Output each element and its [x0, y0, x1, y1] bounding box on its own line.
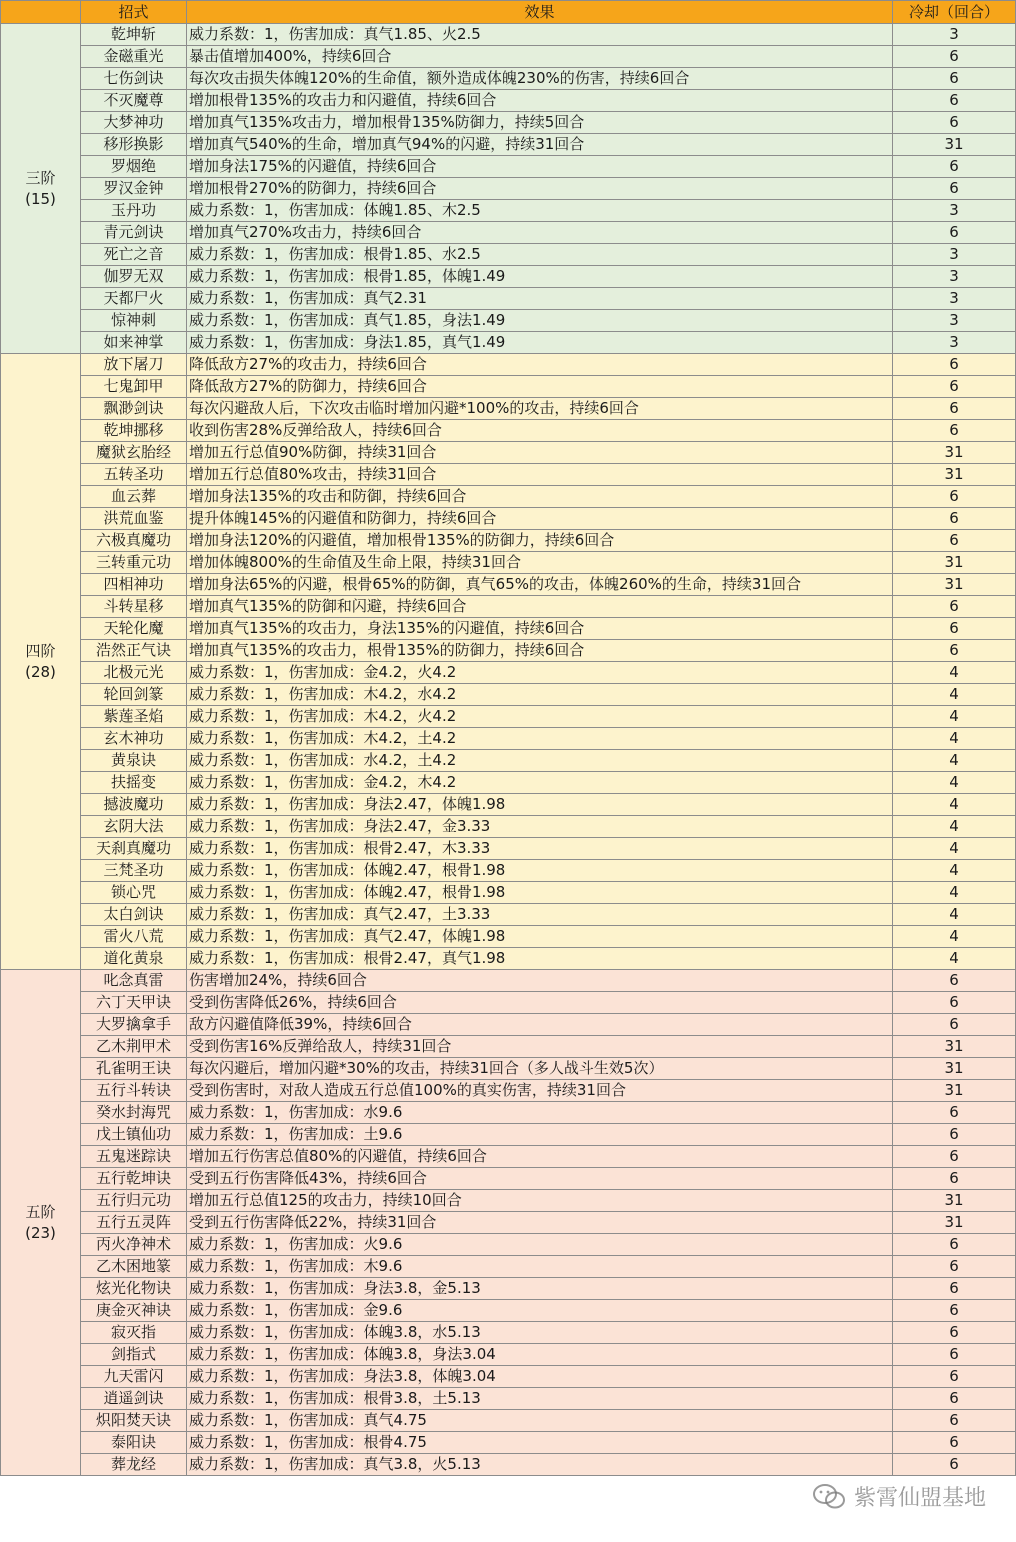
skill-effect: 威力系数：1，伤害加成：木4.2，火4.2 [187, 706, 893, 728]
skill-name: 黄泉诀 [81, 750, 187, 772]
table-row [1, 1410, 1016, 1432]
skill-cooldown: 4 [893, 838, 1016, 860]
table-row [1, 46, 1016, 68]
skill-name: 七伤剑诀 [81, 68, 187, 90]
skill-effect: 威力系数：1，伤害加成：真气2.47，土3.33 [187, 904, 893, 926]
skill-cooldown: 6 [893, 178, 1016, 200]
skill-effect: 增加五行总值90%防御，持续31回合 [187, 442, 893, 464]
skill-cooldown: 31 [893, 1212, 1016, 1234]
skill-cooldown: 31 [893, 1080, 1016, 1102]
skill-effect: 每次攻击损失体魄120%的生命值，额外造成体魄230%的伤害，持续6回合 [187, 68, 893, 90]
skill-name: 六极真魔功 [81, 530, 187, 552]
skill-effect: 伤害增加24%，持续6回合 [187, 970, 893, 992]
skill-name: 魔狱玄胎经 [81, 442, 187, 464]
skill-effect: 威力系数：1，伤害加成：体魄2.47，根骨1.98 [187, 882, 893, 904]
table-row [1, 1322, 1016, 1344]
skill-cooldown: 31 [893, 464, 1016, 486]
skill-name: 叱念真雷 [81, 970, 187, 992]
table-row [1, 530, 1016, 552]
skill-cooldown: 6 [893, 1410, 1016, 1432]
skill-name: 太白剑诀 [81, 904, 187, 926]
skill-cooldown: 6 [893, 618, 1016, 640]
skill-cooldown: 6 [893, 508, 1016, 530]
skill-cooldown: 6 [893, 486, 1016, 508]
skill-cooldown: 31 [893, 1036, 1016, 1058]
skill-cooldown: 6 [893, 1366, 1016, 1388]
table-row [1, 706, 1016, 728]
skill-effect: 增加真气270%攻击力，持续6回合 [187, 222, 893, 244]
table-row [1, 1300, 1016, 1322]
header-cooldown: 冷却（回合） [893, 1, 1016, 24]
skill-name: 玄阴大法 [81, 816, 187, 838]
skill-cooldown: 3 [893, 244, 1016, 266]
skill-cooldown: 6 [893, 640, 1016, 662]
table-row [1, 1080, 1016, 1102]
skill-name: 剑指式 [81, 1344, 187, 1366]
skill-effect: 每次闪避敌人后，下次攻击临时增加闪避*100%的攻击，持续6回合 [187, 398, 893, 420]
table-row [1, 200, 1016, 222]
skill-effect: 受到伤害16%反弹给敌人，持续31回合 [187, 1036, 893, 1058]
skill-name: 炽阳焚天诀 [81, 1410, 187, 1432]
skill-name: 五行归元功 [81, 1190, 187, 1212]
skill-cooldown: 6 [893, 1256, 1016, 1278]
skill-effect: 威力系数：1，伤害加成：真气2.47，体魄1.98 [187, 926, 893, 948]
table-row [1, 288, 1016, 310]
table-row [1, 552, 1016, 574]
skill-name: 泰阳诀 [81, 1432, 187, 1454]
skill-effect: 威力系数：1，伤害加成：体魄2.47，根骨1.98 [187, 860, 893, 882]
tier-cell [1, 970, 81, 1476]
skill-name: 戊土镇仙功 [81, 1124, 187, 1146]
table-row [1, 508, 1016, 530]
skill-effect: 增加五行总值125的攻击力，持续10回合 [187, 1190, 893, 1212]
table-row [1, 24, 1016, 46]
tier-count: (23) [25, 1223, 56, 1242]
table-row [1, 1344, 1016, 1366]
table-row [1, 926, 1016, 948]
table-row [1, 156, 1016, 178]
skill-effect: 增加真气135%的攻击力，身法135%的闪避值，持续6回合 [187, 618, 893, 640]
table-row [1, 178, 1016, 200]
skill-cooldown: 4 [893, 926, 1016, 948]
skill-name: 炫光化物诀 [81, 1278, 187, 1300]
skill-effect: 增加根骨270%的防御力，持续6回合 [187, 178, 893, 200]
skill-effect: 每次闪避后，增加闪避*30%的攻击，持续31回合（多人战斗生效5次） [187, 1058, 893, 1080]
table-row [1, 1454, 1016, 1476]
watermark-text: 紫霄仙盟基地 [853, 1486, 986, 1511]
skill-cooldown: 3 [893, 332, 1016, 354]
skill-name: 孔雀明王诀 [81, 1058, 187, 1080]
skill-name: 洪荒血鉴 [81, 508, 187, 530]
skill-name: 放下屠刀 [81, 354, 187, 376]
skill-effect: 威力系数：1，伤害加成：身法2.47，体魄1.98 [187, 794, 893, 816]
skill-cooldown: 3 [893, 24, 1016, 46]
skill-effect: 威力系数：1，伤害加成：木4.2，土4.2 [187, 728, 893, 750]
skill-cooldown: 31 [893, 1058, 1016, 1080]
tier-count: (28) [25, 662, 56, 681]
skill-cooldown: 6 [893, 112, 1016, 134]
table-row [1, 882, 1016, 904]
skill-name: 玉丹功 [81, 200, 187, 222]
skill-name: 六丁天甲诀 [81, 992, 187, 1014]
table-row [1, 134, 1016, 156]
table-row [1, 992, 1016, 1014]
skill-cooldown: 6 [893, 596, 1016, 618]
skill-effect: 增加身法120%的闪避值，增加根骨135%的防御力，持续6回合 [187, 530, 893, 552]
skill-cooldown: 6 [893, 992, 1016, 1014]
skill-name: 五转圣功 [81, 464, 187, 486]
skill-name: 大罗擒拿手 [81, 1014, 187, 1036]
skill-name: 大梦神功 [81, 112, 187, 134]
table-row [1, 728, 1016, 750]
skill-effect: 受到五行伤害降低43%，持续6回合 [187, 1168, 893, 1190]
skill-cooldown: 6 [893, 156, 1016, 178]
skill-cooldown: 4 [893, 706, 1016, 728]
skill-effect: 增加五行总值80%攻击，持续31回合 [187, 464, 893, 486]
skill-cooldown: 4 [893, 816, 1016, 838]
skill-cooldown: 6 [893, 1322, 1016, 1344]
table-row [1, 442, 1016, 464]
skill-effect: 威力系数：1，伤害加成：身法2.47，金3.33 [187, 816, 893, 838]
skill-name: 死亡之音 [81, 244, 187, 266]
table-row [1, 90, 1016, 112]
skill-effect: 增加根骨135%的攻击力和闪避值，持续6回合 [187, 90, 893, 112]
skill-effect: 增加真气540%的生命，增加真气94%的闪避，持续31回合 [187, 134, 893, 156]
skill-cooldown: 4 [893, 684, 1016, 706]
skill-cooldown: 6 [893, 1278, 1016, 1300]
skill-name: 三梵圣功 [81, 860, 187, 882]
skill-effect: 收到伤害28%反弹给敌人，持续6回合 [187, 420, 893, 442]
skill-name: 锁心咒 [81, 882, 187, 904]
skill-cooldown: 31 [893, 1190, 1016, 1212]
skill-effect: 受到伤害时，对敌人造成五行总值100%的真实伤害，持续31回合 [187, 1080, 893, 1102]
skill-cooldown: 4 [893, 948, 1016, 970]
skill-cooldown: 31 [893, 134, 1016, 156]
table-row [1, 486, 1016, 508]
skill-cooldown: 6 [893, 1234, 1016, 1256]
skill-name: 五行乾坤诀 [81, 1168, 187, 1190]
skill-cooldown: 4 [893, 794, 1016, 816]
skill-name: 玄木神功 [81, 728, 187, 750]
table-row [1, 772, 1016, 794]
skill-name: 葬龙经 [81, 1454, 187, 1476]
skill-effect: 威力系数：1，伤害加成：体魄3.8，身法3.04 [187, 1344, 893, 1366]
skill-cooldown: 4 [893, 750, 1016, 772]
skill-effect: 提升体魄145%的闪避值和防御力，持续6回合 [187, 508, 893, 530]
skill-effect: 增加五行伤害总值80%的闪避值，持续6回合 [187, 1146, 893, 1168]
tier-label: 四阶 [25, 641, 56, 660]
table-row [1, 1102, 1016, 1124]
skill-cooldown: 6 [893, 398, 1016, 420]
table-row [1, 398, 1016, 420]
table-row [1, 1014, 1016, 1036]
skill-name: 乙木荆甲术 [81, 1036, 187, 1058]
skill-effect: 威力系数：1，伤害加成：木4.2，水4.2 [187, 684, 893, 706]
skill-cooldown: 6 [893, 1432, 1016, 1454]
skill-effect: 威力系数：1，伤害加成：根骨2.47，真气1.98 [187, 948, 893, 970]
skill-effect: 暴击值增加400%，持续6回合 [187, 46, 893, 68]
table-row [1, 112, 1016, 134]
table-row [1, 464, 1016, 486]
table-row [1, 860, 1016, 882]
skill-name: 飘渺剑诀 [81, 398, 187, 420]
skill-name: 青元剑诀 [81, 222, 187, 244]
skill-name: 浩然正气诀 [81, 640, 187, 662]
header-row [1, 1, 1016, 24]
skill-effect: 威力系数：1，伤害加成：根骨3.8，土5.13 [187, 1388, 893, 1410]
skill-cooldown: 31 [893, 574, 1016, 596]
skill-effect: 威力系数：1，伤害加成：身法1.85，真气1.49 [187, 332, 893, 354]
skill-name: 惊神刺 [81, 310, 187, 332]
skill-effect: 受到伤害降低26%，持续6回合 [187, 992, 893, 1014]
table-row [1, 420, 1016, 442]
table-row [1, 750, 1016, 772]
skill-effect: 威力系数：1，伤害加成：真气2.31 [187, 288, 893, 310]
skill-cooldown: 4 [893, 882, 1016, 904]
skill-effect: 降低敌方27%的攻击力，持续6回合 [187, 354, 893, 376]
skill-cooldown: 3 [893, 288, 1016, 310]
table-row [1, 838, 1016, 860]
skill-cooldown: 31 [893, 442, 1016, 464]
skill-effect: 威力系数：1，伤害加成：水4.2，土4.2 [187, 750, 893, 772]
skill-effect: 威力系数：1，伤害加成：根骨4.75 [187, 1432, 893, 1454]
skill-cooldown: 6 [893, 1344, 1016, 1366]
skill-cooldown: 6 [893, 1014, 1016, 1036]
table-row [1, 244, 1016, 266]
skill-effect: 增加真气135%攻击力，增加根骨135%防御力，持续5回合 [187, 112, 893, 134]
skill-effect: 威力系数：1，伤害加成：木9.6 [187, 1256, 893, 1278]
table-row [1, 684, 1016, 706]
table-row [1, 640, 1016, 662]
skill-cooldown: 3 [893, 310, 1016, 332]
table-row [1, 904, 1016, 926]
skill-name: 斗转星移 [81, 596, 187, 618]
skill-cooldown: 4 [893, 772, 1016, 794]
skill-name: 不灭魔尊 [81, 90, 187, 112]
table-row [1, 1234, 1016, 1256]
skill-cooldown: 4 [893, 728, 1016, 750]
table-row [1, 354, 1016, 376]
skill-cooldown: 6 [893, 1124, 1016, 1146]
skill-name: 伽罗无双 [81, 266, 187, 288]
tier-cell [1, 354, 81, 970]
skill-name: 五行斗转诀 [81, 1080, 187, 1102]
skill-name: 乾坤斩 [81, 24, 187, 46]
table-row [1, 816, 1016, 838]
skill-effect: 增加身法135%的攻击和防御，持续6回合 [187, 486, 893, 508]
table-row [1, 68, 1016, 90]
table-row [1, 970, 1016, 992]
skill-name: 金磁重光 [81, 46, 187, 68]
skill-effect: 敌方闪避值降低39%，持续6回合 [187, 1014, 893, 1036]
skill-name: 雷火八荒 [81, 926, 187, 948]
table-row [1, 332, 1016, 354]
skill-effect: 威力系数：1，伤害加成：真气1.85、火2.5 [187, 24, 893, 46]
skill-effect: 降低敌方27%的防御力，持续6回合 [187, 376, 893, 398]
tier-label: 三阶 [25, 168, 56, 187]
skill-cooldown: 3 [893, 200, 1016, 222]
skill-effect: 威力系数：1，伤害加成：根骨1.85，体魄1.49 [187, 266, 893, 288]
skill-name: 乙木困地篆 [81, 1256, 187, 1278]
skill-name: 天轮化魔 [81, 618, 187, 640]
skill-name: 逍遥剑诀 [81, 1388, 187, 1410]
skill-effect: 威力系数：1，伤害加成：真气3.8，火5.13 [187, 1454, 893, 1476]
skill-name: 罗烟绝 [81, 156, 187, 178]
skill-cooldown: 6 [893, 1454, 1016, 1476]
table-row [1, 596, 1016, 618]
skill-cooldown: 6 [893, 420, 1016, 442]
skill-effect: 威力系数：1，伤害加成：真气1.85，身法1.49 [187, 310, 893, 332]
skill-name: 北极元光 [81, 662, 187, 684]
skill-effect: 威力系数：1，伤害加成：体魄3.8，水5.13 [187, 1322, 893, 1344]
table-row [1, 1388, 1016, 1410]
skill-effect: 威力系数：1，伤害加成：体魄1.85、木2.5 [187, 200, 893, 222]
skill-name: 撼波魔功 [81, 794, 187, 816]
skill-cooldown: 6 [893, 68, 1016, 90]
skill-effect: 威力系数：1，伤害加成：根骨1.85、水2.5 [187, 244, 893, 266]
tier-cell [1, 24, 81, 354]
table-row [1, 1124, 1016, 1146]
skill-name: 庚金灭神诀 [81, 1300, 187, 1322]
table-row [1, 1366, 1016, 1388]
skill-cooldown: 6 [893, 90, 1016, 112]
skill-effect: 威力系数：1，伤害加成：根骨2.47，木3.33 [187, 838, 893, 860]
skill-name: 三转重元功 [81, 552, 187, 574]
table-row [1, 376, 1016, 398]
table-body [1, 24, 1016, 1476]
skill-effect: 增加真气135%的防御和闪避，持续6回合 [187, 596, 893, 618]
skill-name: 道化黄泉 [81, 948, 187, 970]
wechat-icon [812, 1483, 846, 1511]
table-row [1, 618, 1016, 640]
tier-label: 五阶 [25, 1202, 56, 1221]
skill-name: 丙火净神术 [81, 1234, 187, 1256]
skill-name: 四相神功 [81, 574, 187, 596]
skill-name: 五鬼迷踪诀 [81, 1146, 187, 1168]
table-row [1, 574, 1016, 596]
header-effect: 效果 [187, 1, 893, 24]
skill-name: 血云葬 [81, 486, 187, 508]
skill-cooldown: 6 [893, 46, 1016, 68]
skill-cooldown: 4 [893, 860, 1016, 882]
skill-effect: 威力系数：1，伤害加成：金4.2，木4.2 [187, 772, 893, 794]
table-row [1, 222, 1016, 244]
skill-name: 九天雷闪 [81, 1366, 187, 1388]
table-row [1, 1278, 1016, 1300]
skill-name: 扶摇变 [81, 772, 187, 794]
skill-effect: 威力系数：1，伤害加成：身法3.8，体魄3.04 [187, 1366, 893, 1388]
skill-cooldown: 3 [893, 266, 1016, 288]
skill-cooldown: 31 [893, 552, 1016, 574]
skill-effect: 威力系数：1，伤害加成：身法3.8，金5.13 [187, 1278, 893, 1300]
skill-cooldown: 4 [893, 662, 1016, 684]
skill-name: 罗汉金钟 [81, 178, 187, 200]
skill-effect: 增加身法175%的闪避值，持续6回合 [187, 156, 893, 178]
table-row [1, 1432, 1016, 1454]
table-row [1, 1146, 1016, 1168]
table-row [1, 662, 1016, 684]
skill-cooldown: 6 [893, 1102, 1016, 1124]
table-row [1, 1190, 1016, 1212]
skill-effect: 增加真气135%的攻击力，根骨135%的防御力，持续6回合 [187, 640, 893, 662]
skill-cooldown: 6 [893, 1146, 1016, 1168]
watermark [812, 1481, 986, 1512]
skill-cooldown: 6 [893, 1168, 1016, 1190]
skill-name: 天都尸火 [81, 288, 187, 310]
skill-cooldown: 4 [893, 904, 1016, 926]
skill-name: 移形换影 [81, 134, 187, 156]
header-tier [1, 1, 81, 24]
skill-cooldown: 6 [893, 1300, 1016, 1322]
tier-count: (15) [25, 189, 56, 208]
skill-effect: 威力系数：1，伤害加成：水9.6 [187, 1102, 893, 1124]
skill-cooldown: 6 [893, 376, 1016, 398]
table-row [1, 1212, 1016, 1234]
header-name: 招式 [81, 1, 187, 24]
skill-name: 寂灭指 [81, 1322, 187, 1344]
skill-name: 天刹真魔功 [81, 838, 187, 860]
skill-name: 紫莲圣焰 [81, 706, 187, 728]
skill-name: 七鬼卸甲 [81, 376, 187, 398]
skill-effect: 受到五行伤害降低22%，持续31回合 [187, 1212, 893, 1234]
table-row [1, 266, 1016, 288]
table-row [1, 948, 1016, 970]
skill-name: 五行五灵阵 [81, 1212, 187, 1234]
skill-effect: 增加身法65%的闪避，根骨65%的防御，真气65%的攻击，体魄260%的生命，持续31回合 [187, 574, 893, 596]
skill-effect: 增加体魄800%的生命值及生命上限，持续31回合 [187, 552, 893, 574]
skill-effect: 威力系数：1，伤害加成：火9.6 [187, 1234, 893, 1256]
skill-name: 乾坤挪移 [81, 420, 187, 442]
table-row [1, 1256, 1016, 1278]
table-row [1, 310, 1016, 332]
skill-cooldown: 6 [893, 222, 1016, 244]
skill-cooldown: 6 [893, 970, 1016, 992]
skill-effect: 威力系数：1，伤害加成：金9.6 [187, 1300, 893, 1322]
table-row [1, 1058, 1016, 1080]
skill-cooldown: 6 [893, 354, 1016, 376]
skill-name: 癸水封海咒 [81, 1102, 187, 1124]
table-row [1, 794, 1016, 816]
skill-effect: 威力系数：1，伤害加成：土9.6 [187, 1124, 893, 1146]
skill-effect: 威力系数：1，伤害加成：真气4.75 [187, 1410, 893, 1432]
skill-effect: 威力系数：1，伤害加成：金4.2，火4.2 [187, 662, 893, 684]
skill-cooldown: 6 [893, 1388, 1016, 1410]
table-row [1, 1168, 1016, 1190]
skill-cooldown: 6 [893, 530, 1016, 552]
skill-name: 如来神掌 [81, 332, 187, 354]
table-row [1, 1036, 1016, 1058]
skill-name: 轮回剑篆 [81, 684, 187, 706]
